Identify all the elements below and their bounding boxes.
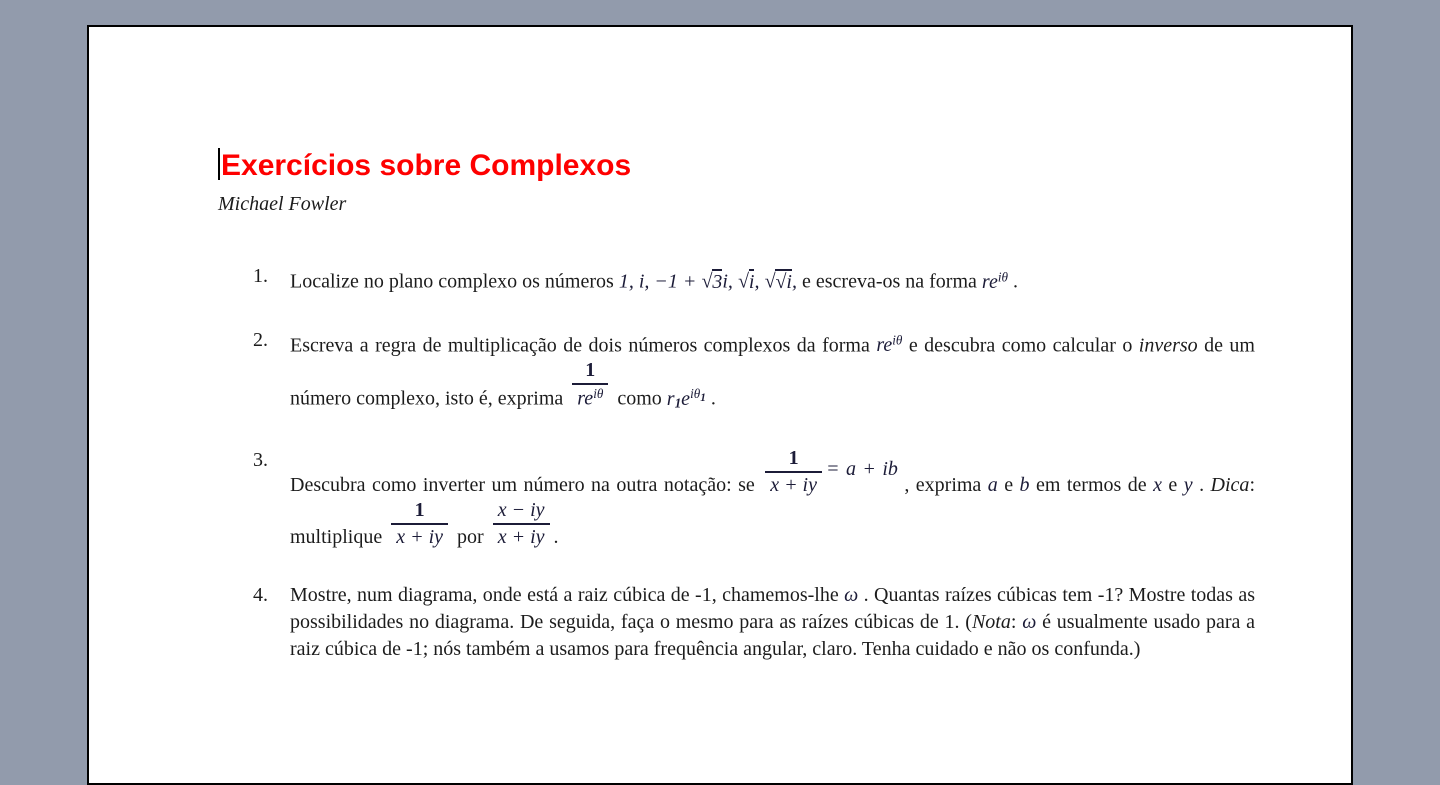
omega-symbol: ω — [844, 584, 859, 607]
sqrt-icon: √ — [764, 270, 776, 293]
fraction: $\frac{1}{re^{i\theta}}$ — [572, 359, 608, 411]
item-text — [290, 327, 1255, 417]
document-content[interactable] — [89, 27, 1255, 663]
text-run: e escreva-os na forma — [802, 270, 982, 293]
sqrt-icon: √ — [737, 270, 749, 293]
document-page[interactable] — [87, 25, 1353, 785]
text-run: . Quantas raízes cúbicas tem -1? Mostre todas as possibilidades no diagrama. De seguida, faça o mesmo para as raízes cúbicas de 1. ( — [290, 584, 1255, 634]
emphasized-word: inverso — [1138, 334, 1198, 357]
text-run: Descubra como inverter um número na outra notação: se — [290, 474, 762, 497]
text-run: : multiplique — [290, 474, 1255, 549]
text-run: . — [1192, 474, 1211, 497]
text-run: . — [705, 387, 716, 410]
text-cursor — [218, 148, 220, 180]
text-run: . — [553, 526, 559, 549]
author-line: Michael Fowler — [218, 193, 347, 215]
math-variable: a — [987, 474, 998, 497]
list-item-4 — [218, 582, 1255, 663]
page-title — [218, 148, 1255, 184]
text-run: é usualmente usado para a raiz cúbica de -1; nós também a usamos para frequência angular, claro. Tenha cuidado e não os confunda.) — [290, 611, 1255, 661]
math-variable: b — [1019, 474, 1030, 497]
fraction: $\frac{x - iy}{x + iy}$ — [493, 499, 550, 549]
list-item-3 — [218, 447, 1255, 551]
page-title-text: Exercícios sobre Complexos — [221, 149, 632, 182]
omega-symbol: ω — [1022, 611, 1037, 634]
text-run: : — [1010, 611, 1023, 634]
item-text — [290, 582, 1255, 663]
item-number: 1. — [253, 265, 268, 287]
math-exponential: $r_1e^{i\theta 1}$ — [666, 386, 706, 411]
math-exponential: $re^{i\theta}$ — [981, 269, 1008, 293]
sqrt-icon: √ — [701, 270, 713, 293]
text-run: e — [1161, 474, 1184, 497]
text-run: , exprima — [897, 474, 988, 497]
item-number: 3. — [253, 449, 268, 472]
exercise-list — [218, 263, 1255, 663]
text-run: por — [452, 526, 489, 549]
item-text — [290, 263, 1255, 296]
math-exponential: $re^{i\theta}$ — [876, 332, 903, 357]
emphasized-word: Dica — [1210, 474, 1250, 497]
text-run: Mostre, num diagrama, onde está a raiz cúbica de -1, chamemos-lhe — [290, 584, 845, 607]
text-run: e — [997, 474, 1020, 497]
text-run: em termos de — [1029, 474, 1154, 497]
text-run: . — [1007, 270, 1018, 293]
list-item-1 — [218, 263, 1255, 296]
fraction: $\frac{1}{x + iy}$ — [765, 447, 822, 497]
math-variable: y — [1183, 474, 1193, 497]
item-number: 4. — [253, 584, 268, 607]
fraction: $\frac{1}{x + iy}$ — [391, 499, 448, 549]
text-run: de um número complexo, isto é, exprima — [290, 334, 1255, 410]
item-text — [290, 447, 1255, 551]
emphasized-word: Nota — [971, 611, 1011, 634]
text-run: e descubra como calcular o — [902, 334, 1139, 357]
text-run: como — [612, 387, 667, 410]
math-inline: 1, i, −1 + √3i, √i, √√i, — [618, 270, 802, 293]
math-equation: = a + ib — [826, 458, 898, 481]
text-run: Escreva a regra de multiplicação de dois números complexos da forma — [290, 334, 877, 357]
math-variable: x — [1153, 474, 1162, 497]
text-run: Localize no plano complexo os números — [290, 270, 619, 293]
item-number: 2. — [253, 328, 268, 351]
list-item-2 — [218, 327, 1255, 417]
